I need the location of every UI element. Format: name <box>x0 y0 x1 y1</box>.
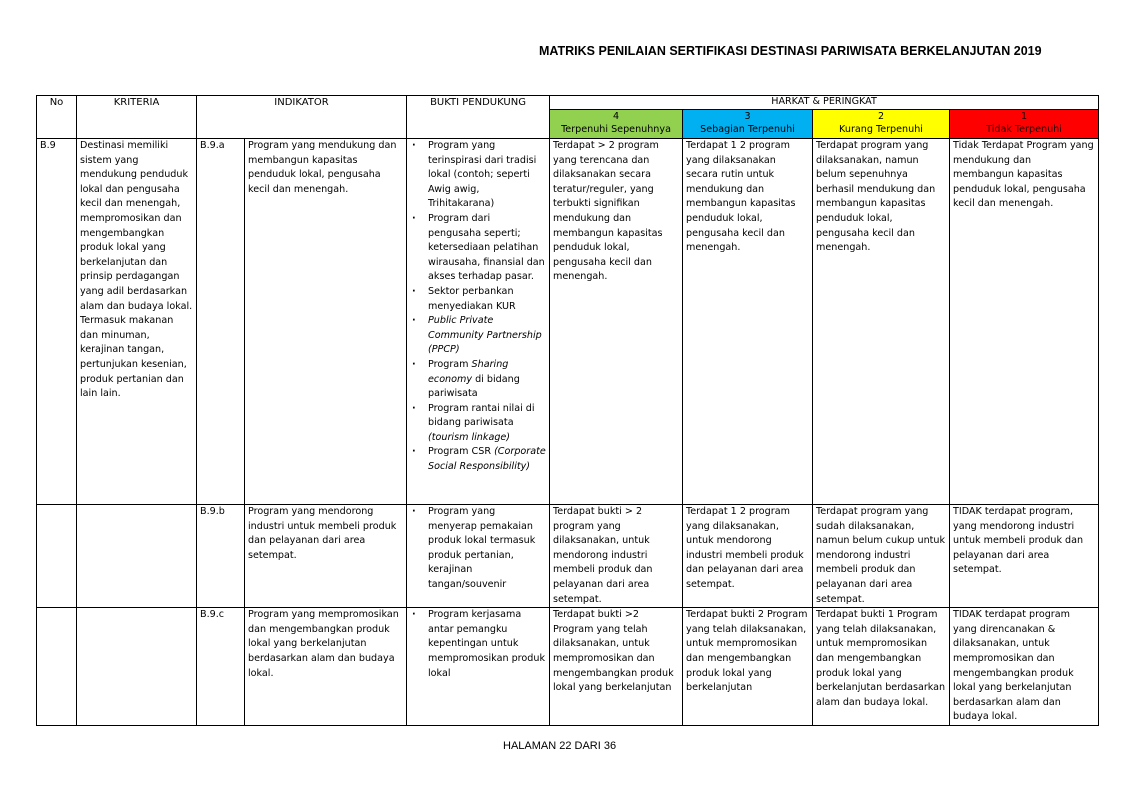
indicator-text: Program yang mempromosikan dan mengembangkan produk lokal yang berkelanjutan berdasarkan alam dan budaya lokal. <box>245 608 407 726</box>
evidence-item: · Program dari pengusaha seperti; ketersediaan pelatihan wirausaha, finansial dan akses terhadap pasar. <box>410 212 546 285</box>
evidence-cell <box>407 505 550 608</box>
criterion-text <box>77 505 197 608</box>
indicator-code: B.9.c <box>197 608 245 726</box>
level-3-cell: Terdapat 1 2 program yang dilaksanakan secara rutin untuk mendukung dan membangun kapasitas penduduk lokal, pengusaha kecil dan menengah. <box>683 139 813 505</box>
evidence-cell <box>407 139 550 505</box>
level-3-header: 3 Sebagian Terpenuhi <box>683 110 813 139</box>
header-kriteria: KRITERIA <box>77 96 197 139</box>
indicator-text: Program yang mendukung dan membangun kapasitas penduduk lokal, pengusaha kecil dan menengah. <box>245 139 407 505</box>
evidence-cell <box>407 608 550 726</box>
criterion-number <box>37 505 77 608</box>
header-harkat-peringkat: HARKAT & PERINGKAT <box>550 96 1099 110</box>
criterion-text <box>77 608 197 726</box>
level-2-cell: Terdapat bukti 1 Program yang telah dilaksanakan, untuk mempromosikan dan mengembangkan produk lokal yang berkelanjutan berdasarkan alam dan budaya lokal. <box>813 608 950 726</box>
header-bukti-pendukung: BUKTI PENDUKUNG <box>407 96 550 139</box>
evidence-item: · Program CSR (Corporate Social Responsibility) <box>410 445 546 474</box>
indicator-code: B.9.a <box>197 139 245 505</box>
indicator-text: Program yang mendorong industri untuk membeli produk dan pelayanan dari area setempat. <box>245 505 407 608</box>
level-1-cell: Tidak Terdapat Program yang mendukung dan membangun kapasitas penduduk lokal, pengusaha kecil dan menengah. <box>950 139 1099 505</box>
indicator-code: B.9.b <box>197 505 245 608</box>
document-title: MATRIKS PENILAIAN SERTIFIKASI DESTINASI PARIWISATA BERKELANJUTAN 2019 <box>539 44 1042 58</box>
level-2-cell: Terdapat program yang sudah dilaksanakan, namun belum cukup untuk mendorong industri membeli produk dan pelayanan dari area setempat. <box>813 505 950 608</box>
level-4-header: 4 Terpenuhi Sepenuhnya <box>550 110 683 139</box>
evidence-item: · Program rantai nilai di bidang pariwisata (tourism linkage) <box>410 402 546 446</box>
evidence-item: · Program kerjasama antar pemangku kepentingan untuk mempromosikan produk lokal <box>410 608 546 681</box>
level-4-cell: Terdapat > 2 program yang terencana dan dilaksanakan secara teratur/reguler, yang terbukti signifikan mendukung dan membangun kapasitas penduduk lokal, pengusaha kecil dan menengah. <box>550 139 683 505</box>
header-no: No <box>37 96 77 139</box>
criterion-number <box>37 608 77 726</box>
table-row <box>37 139 1099 505</box>
level-1-cell: TIDAK terdapat program, yang mendorong industri untuk membeli produk dan pelayanan dari area setempat. <box>950 505 1099 608</box>
level-3-cell: Terdapat 1 2 program yang dilaksanakan, untuk mendorong industri membeli produk dan pelayanan dari area setempat. <box>683 505 813 608</box>
level-2-cell: Terdapat program yang dilaksanakan, namun belum sepenuhnya berhasil mendukung dan membangun kapasitas penduduk lokal, pengusaha kecil dan menengah. <box>813 139 950 505</box>
evidence-item: · Public Private Community Partnership (PPCP) <box>410 314 546 358</box>
level-1-header: 1 Tidak Terpenuhi <box>950 110 1099 139</box>
evidence-item: · Program yang terinspirasi dari tradisi lokal (contoh; seperti Awig awig, Trihitakarana) <box>410 139 546 212</box>
header-row-1 <box>37 96 1099 110</box>
table-row <box>37 505 1099 608</box>
assessment-matrix <box>36 95 1099 726</box>
evidence-item: · Program yang menyerap pemakaian produk lokal termasuk produk pertanian, kerajinan tangan/souvenir <box>410 505 546 593</box>
level-3-cell: Terdapat bukti 2 Program yang telah dilaksanakan, untuk mempromosikan dan mengembangkan produk lokal yang berkelanjutan <box>683 608 813 726</box>
level-2-header: 2 Kurang Terpenuhi <box>813 110 950 139</box>
criterion-text: Destinasi memiliki sistem yang mendukung penduduk lokal dan pengusaha kecil dan menengah, mempromosikan dan mengembangkan produk lokal yang berkelanjutan dan prinsip perdagangan yang adil berdasarkan alam dan budaya lokal. Termasuk makanan dan minuman, kerajinan tangan, pertunjukan kesenian, produk pertanian dan lain lain. <box>77 139 197 505</box>
evidence-item: · Program Sharing economy di bidang pariwisata <box>410 358 546 402</box>
level-1-cell: TIDAK terdapat program yang direncanakan & dilaksanakan, untuk mempromosikan dan mengembangkan produk lokal yang berkelanjutan berdasarkan alam dan budaya lokal. <box>950 608 1099 726</box>
level-4-cell: Terdapat bukti >2 Program yang telah dilaksanakan, untuk mempromosikan dan mengembangkan produk lokal yang berkelanjutan <box>550 608 683 726</box>
criterion-number: B.9 <box>37 139 77 505</box>
header-indikator: INDIKATOR <box>197 96 407 139</box>
level-4-cell: Terdapat bukti > 2 program yang dilaksanakan, untuk mendorong industri membeli produk dan pelayanan dari area setempat. <box>550 505 683 608</box>
table-row <box>37 608 1099 726</box>
evidence-item: · Sektor perbankan menyediakan KUR <box>410 285 546 314</box>
page-footer: HALAMAN 22 DARI 36 <box>503 740 617 752</box>
